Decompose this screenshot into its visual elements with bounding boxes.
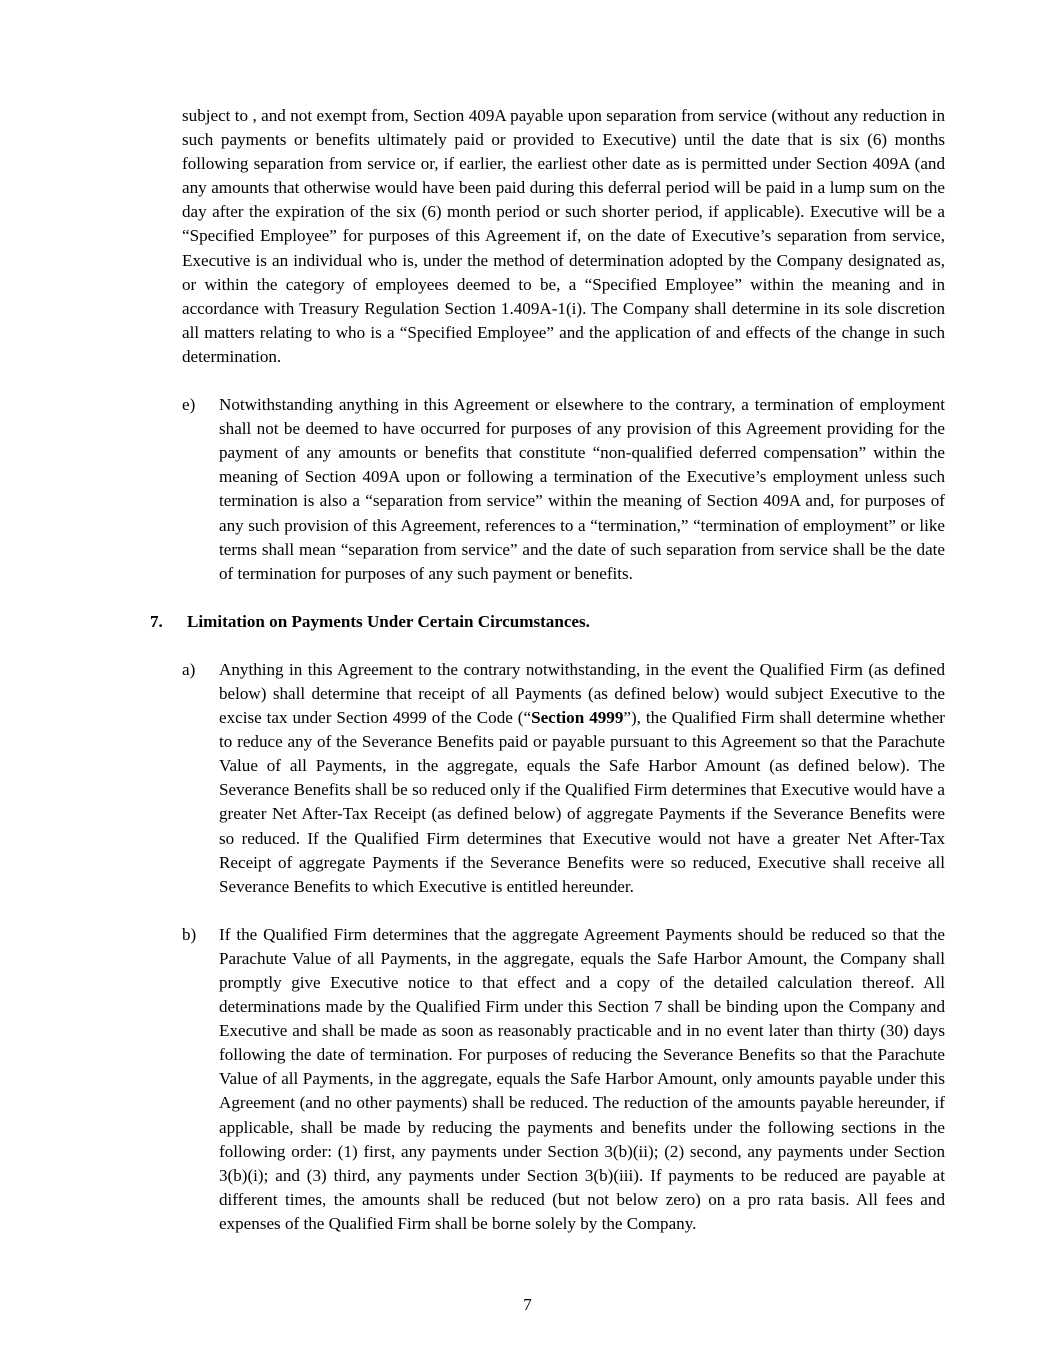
list-item-e-marker: e) [182,395,196,415]
list-item-b-text: If the Qualified Firm determines that the aggregate Agreement Payments should be reduced so that the Parachute Value of all Payments, in the aggregate, equals the Safe Harbor Amount, the Company shall promptly give Executive notice to that effect and a copy of the detailed calculation thereof. All determinations made by the Qualified Firm under this Section 7 shall be binding upon the Company and Executive and shall be made as soon as reasonably practicable and in no event later than thirty (30) days following the date of termination. For purposes of reducing the Severance Benefits so that the Parachute Value of all Payments, in the aggregate, equals the Safe Harbor Amount, only amounts payable under this Agreement (and no other payments) shall be reduced. The reduction of the amounts payable hereunder, if applicable, shall be made by reducing the payments and benefits under the following sections in the following order: (1) first, any payments under Section 3(b)(ii); (2) second, any payments under Section 3(b)(i); and (3) third, any payments under Section 3(b)(iii). If payments to be reduced are payable at different times, the amounts shall be reduced (but not below zero) on a pro rata basis. All fees and expenses of the Qualified Firm shall be borne solely by the Company. [219,924,945,1233]
text-run: Anything in this Agreement to the contrary notwithstanding, in the event the Qualified Firm (as defined below) shall determine that receipt of all Payments (as defined below) would subject Executive to the excise tax under Section 4999 of the Code (“ [219,659,945,728]
list-item-a-marker: a) [182,659,196,679]
section-heading-7-text: Limitation on Payments Under Certain Circumstances. [187,611,590,631]
list-item-a [182,658,945,899]
list-item-b-marker: b) [182,924,197,944]
list-item-e [182,393,945,586]
paragraph-409a-continuation: subject to , and not exempt from, Section 409A payable upon separation from service (without any reduction in such payments or benefits ultimately paid or provided to Executive) until the date that is six (6) months following separation from service or, if earlier, the earliest other date as is permitted under Section 409A (and any amounts that otherwise would have been paid during this deferral period will be paid in a lump sum on the day after the expiration of the six (6) month period or such shorter period, if applicable). Executive will be a “Specified Employee” for purposes of this Agreement if, on the date of Executive’s separation from service, Executive is an individual who is, under the method of determination adopted by the Company designated as, or within the category of employees deemed to be, a “Specified Employee” within the meaning and in accordance with Treasury Regulation Section 1.409A-1(i). The Company shall determine in its sole discretion all matters relating to who is a “Specified Employee” and the application of and effects of the change in such determination. [182,106,945,366]
section-heading-7-marker: 7. [150,611,163,631]
defined-term-section-4999: Section 4999 [531,708,624,728]
page-number: 7 [523,1295,532,1314]
list-item-b [182,923,945,1236]
text-run: ”), the Qualified Firm shall determine whether to reduce any of the Severance Benefits paid or payable pursuant to this Agreement so that the Parachute Value of all Payments, in the aggregate, equals the Safe Harbor Amount (as defined below). The Severance Benefits shall be so reduced only if the Qualified Firm determines that Executive would have a greater Net After-Tax Receipt (as defined below) of aggregate Payments if the Severance Benefits were so reduced. If the Qualified Firm determines that Executive would not have a greater Net After-Tax Receipt of aggregate Payments if the Severance Benefits were so reduced, Executive shall receive all Severance Benefits to which Executive is entitled hereunder. [219,708,945,896]
section-heading-7 [150,610,945,634]
list-item-e-text: Notwithstanding anything in this Agreement or elsewhere to the contrary, a termination of employment shall not be deemed to have occurred for purposes of any provision of this Agreement providing for the payment of any amounts or benefits that constitute “non-qualified deferred compensation” within the meaning of Section 409A upon or following a termination of the Executive’s employment unless such termination is also a “separation from service” within the meaning of Section 409A and, for purposes of any such provision of this Agreement, references to a “termination,” “termination of employment” or like terms shall mean “separation from service” and the date of such separation from service shall be the date of termination for purposes of any such payment or benefits. [219,395,945,583]
list-item-a-text [219,660,945,896]
